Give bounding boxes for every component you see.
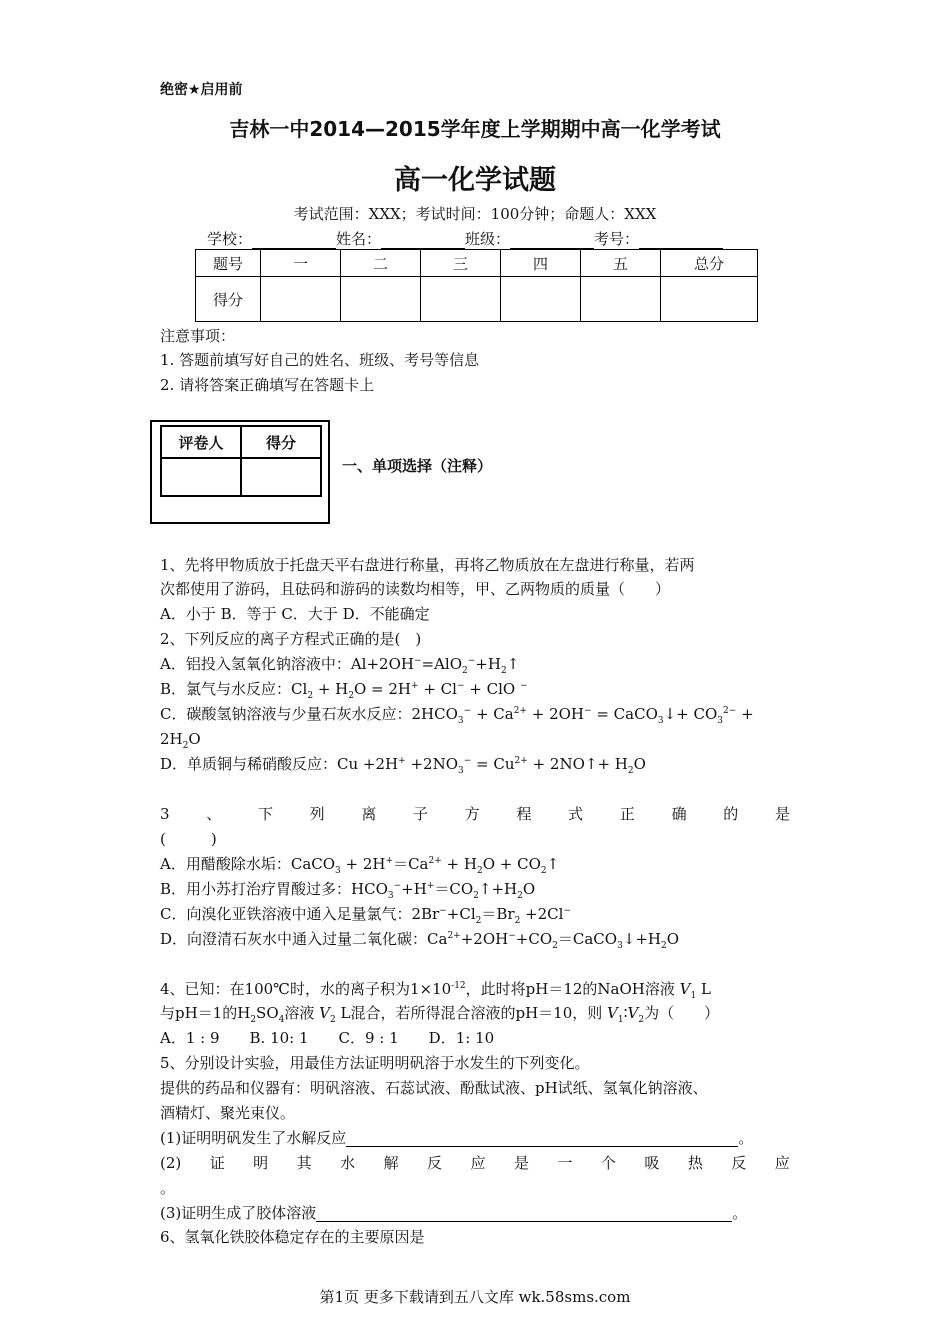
q5-sub3 (160, 1204, 747, 1222)
score-header-cell: 总分 (661, 250, 758, 277)
q3-b-prefix: B．用小苏打治疗胃酸过多： (160, 880, 352, 898)
q3-stem-char: 离 (361, 805, 377, 823)
q5-sub2-char: 应 (774, 1154, 790, 1172)
q4-text: 为（ ） (644, 1004, 720, 1022)
q2-option-d: D．单质铜与稀硝酸反应：$Cu +2H^+ +2NO_3^- = Cu^{2+}$ + 2NO↑+ $H_2O$ (160, 755, 646, 776)
q5-sub2-char: 一 (557, 1154, 573, 1172)
q4-text: 与pH＝1的H (160, 1004, 251, 1022)
notes-title: 注意事项： (160, 327, 236, 345)
q5-sub3-text: (3)证明生成了胶体溶液 (160, 1204, 317, 1222)
q5-sub3-answer-line[interactable] (316, 1205, 732, 1222)
q2-option-c: C．碳酸氢钠溶液与少量石灰水反应：$2HCO_3^- + Ca^{2+} + 2OH^-$ = CaCO$_3$↓+ $CO_3^{2-}$ + (160, 705, 754, 726)
q3-stem-char: 列 (309, 805, 325, 823)
score-cell[interactable] (501, 277, 581, 322)
q3-stem-char: 子 (413, 805, 429, 823)
class-field[interactable] (510, 232, 594, 249)
q4-text: 4、已知：在100℃时，水的离子积为1×10 (160, 980, 452, 998)
q3-a-prefix: A．用醋酸除水垢： (160, 855, 291, 873)
q3-stem-char: 正 (619, 805, 635, 823)
q2-a-prefix: A．铝投入氢氧化钠溶液中： (160, 655, 351, 673)
q3-option-d: D．向澄清石灰水中通入过量二氧化碳：$Ca^{2+}+2OH^-+CO_2=CaCO_3↓+H_2O$ (160, 930, 680, 951)
q2-option-a: A．铝投入氢氧化钠溶液中：$Al+2OH^-=AlO_2^-+H_2↑$ (160, 655, 520, 676)
q3-stem-char: 确 (671, 805, 687, 823)
page-footer: 第1页 更多下载请到五八文库 wk.58sms.com (319, 1288, 631, 1306)
q5-sub1-answer-line[interactable] (346, 1130, 738, 1147)
q2-b-prefix: B．氯气与水反应： (160, 680, 292, 698)
q1-line1: 1、先将甲物质放于托盘天平右盘进行称量，再将乙物质放在左盘进行称量，若两 (160, 556, 695, 574)
q4-text: ，此时将pH＝12的NaOH溶液 (465, 980, 675, 998)
q3-option-a: A．用醋酸除水垢：CaCO$_3$ + $2H^+=Ca^{2+} + H_2O$ + $CO_2↑$ (160, 855, 560, 876)
score-cell[interactable] (661, 277, 758, 322)
q5-sub2-char: 是 (513, 1154, 529, 1172)
eval-table (160, 425, 322, 497)
q4-text: 溶液 (284, 1004, 315, 1022)
q3-stem-char: 程 (516, 805, 532, 823)
q1-options: A．小于 B．等于 C．大于 D．不能确定 (160, 605, 430, 623)
q3-option-b: B．用小苏打治疗胃酸过多：$HCO_3^-+H^+=CO_2↑+H_2O$ (160, 880, 536, 901)
q5-sub2-char: 水 (340, 1154, 356, 1172)
q2-d-prefix: D．单质铜与稀硝酸反应： (160, 755, 338, 773)
period: 。 (738, 1129, 754, 1147)
q5-sub2-char: 明 (253, 1154, 269, 1172)
q3-stem-char: 方 (464, 805, 480, 823)
q5-sub1 (160, 1129, 753, 1147)
q6-stem: 6、氢氧化铁胶体稳定存在的主要原因是 (160, 1228, 425, 1246)
grader-cell[interactable] (161, 458, 241, 496)
q3-stem-char: 、 (206, 805, 222, 823)
q5-sub2-char: 个 (600, 1154, 616, 1172)
exam-title: 吉林一中2014—2015学年度上学期期中高一化学考试 (229, 117, 721, 141)
score-header-row (196, 250, 758, 277)
section1-title: 一、单项选择（注释） (342, 457, 493, 475)
q4-text: L混合，若所得混合溶液的pH＝10，则 (340, 1004, 603, 1022)
q5-sub2-period: 。 (160, 1179, 176, 1197)
student-info-row (207, 228, 723, 249)
class-label: 班级： (465, 230, 511, 248)
q3-stem-paren: ( ) (160, 830, 217, 848)
q5-sub2-char: 证 (209, 1154, 225, 1172)
q4-line1: 4、已知：在100℃时，水的离子积为$1\times 10^{-12}$，此时将pH＝12的NaOH溶液 $V_1$ L (160, 980, 711, 1001)
score-table (195, 249, 758, 322)
q5-sub2-char: 其 (296, 1154, 312, 1172)
subject-title: 高一化学试题 (394, 165, 556, 196)
q5-sub2-char: 应 (470, 1154, 486, 1172)
q1-line2: 次都使用了游码，且砝码和游码的读数均相等，甲、乙两物质的质量（ ） (160, 580, 671, 598)
q4-line2: 与pH＝1的$H_2SO_4$溶液 $V_2$ L混合，若所得混合溶液的pH＝10，则 $V_1∶V_2$为（ ） (160, 1004, 720, 1025)
q5-provided-1: 提供的药品和仪器有：明矾溶液、石蕊试液、酚酞试液、pH试纸、氢氧化钠溶液、 (160, 1079, 708, 1097)
grader-label: 评卷人 (161, 426, 241, 458)
q3-stem-char: 的 (723, 805, 739, 823)
eval-score-label: 得分 (241, 426, 321, 458)
q2-stem: 2、下列反应的离子方程式正确的是( ) (160, 630, 422, 648)
name-label: 姓名： (336, 230, 382, 248)
score-header-cell: 二 (341, 250, 421, 277)
q5-sub2-char: 热 (687, 1154, 703, 1172)
q2-option-c-cont: $2H_2O$ (160, 730, 201, 751)
score-row-label: 得分 (196, 277, 261, 322)
q5-sub2-char: 反 (731, 1154, 747, 1172)
note-item: 1. 答题前填写好自己的姓名、班级、考号等信息 (160, 351, 480, 369)
score-value-row (196, 277, 758, 322)
q4-options: A．1 : 9 B. 10: 1 C．9 : 1 D．1: 10 (160, 1029, 495, 1047)
q2-option-b: B．氯气与水反应：$Cl_2 + H_2O = 2H^+ + Cl^-$ + ClO − (160, 680, 528, 701)
q3-option-c: C．向溴化亚铁溶液中通入足量氯气：$2Br^-+Cl_2=Br_2 +2Cl^-$ (160, 905, 571, 926)
exam-info: 考试范围：XXX；考试时间：100分钟；命题人：XXX (293, 205, 657, 223)
q3-stem-char: 下 (257, 805, 273, 823)
score-header-cell: 三 (421, 250, 501, 277)
q5-sub1-text: (1)证明明矾发生了水解反应 (160, 1129, 347, 1147)
score-cell[interactable] (581, 277, 661, 322)
secret-label: 绝密★启用前 (160, 82, 243, 98)
score-cell[interactable] (421, 277, 501, 322)
score-cell[interactable] (261, 277, 341, 322)
period: 。 (732, 1204, 748, 1222)
q3-d-prefix: D．向澄清石灰水中通入过量二氧化碳： (160, 930, 428, 948)
q3-stem-char: 是 (774, 805, 790, 823)
q5-sub2 (160, 1154, 790, 1172)
score-header-cell: 五 (581, 250, 661, 277)
score-header-cell: 一 (261, 250, 341, 277)
q3-stem-char: 3 (160, 805, 170, 823)
eval-score-cell[interactable] (241, 458, 321, 496)
q5-sub2-char: 解 (383, 1154, 399, 1172)
school-field[interactable] (252, 232, 336, 249)
name-field[interactable] (381, 232, 465, 249)
number-field[interactable] (639, 232, 723, 249)
q5-provided-2: 酒精灯、聚光束仪。 (160, 1104, 296, 1122)
score-header-cell: 四 (501, 250, 581, 277)
number-label: 考号： (594, 230, 640, 248)
score-header-cell: 题号 (196, 250, 261, 277)
q3-stem-char: 式 (568, 805, 584, 823)
school-label: 学校： (207, 230, 253, 248)
q5-sub2-char: 吸 (644, 1154, 660, 1172)
q2-c-prefix: C．碳酸氢钠溶液与少量石灰水反应： (160, 705, 412, 723)
q5-sub2-char: (2) (160, 1154, 182, 1172)
q5-stem: 5、分别设计实验，用最佳方法证明明矾溶于水发生的下列变化。 (160, 1054, 590, 1072)
q3-c-prefix: C．向溴化亚铁溶液中通入足量氯气： (160, 905, 412, 923)
note-item: 2. 请将答案正确填写在答题卡上 (160, 376, 375, 394)
q3-stem (160, 805, 790, 823)
q5-sub2-char: 反 (427, 1154, 443, 1172)
score-cell[interactable] (341, 277, 421, 322)
